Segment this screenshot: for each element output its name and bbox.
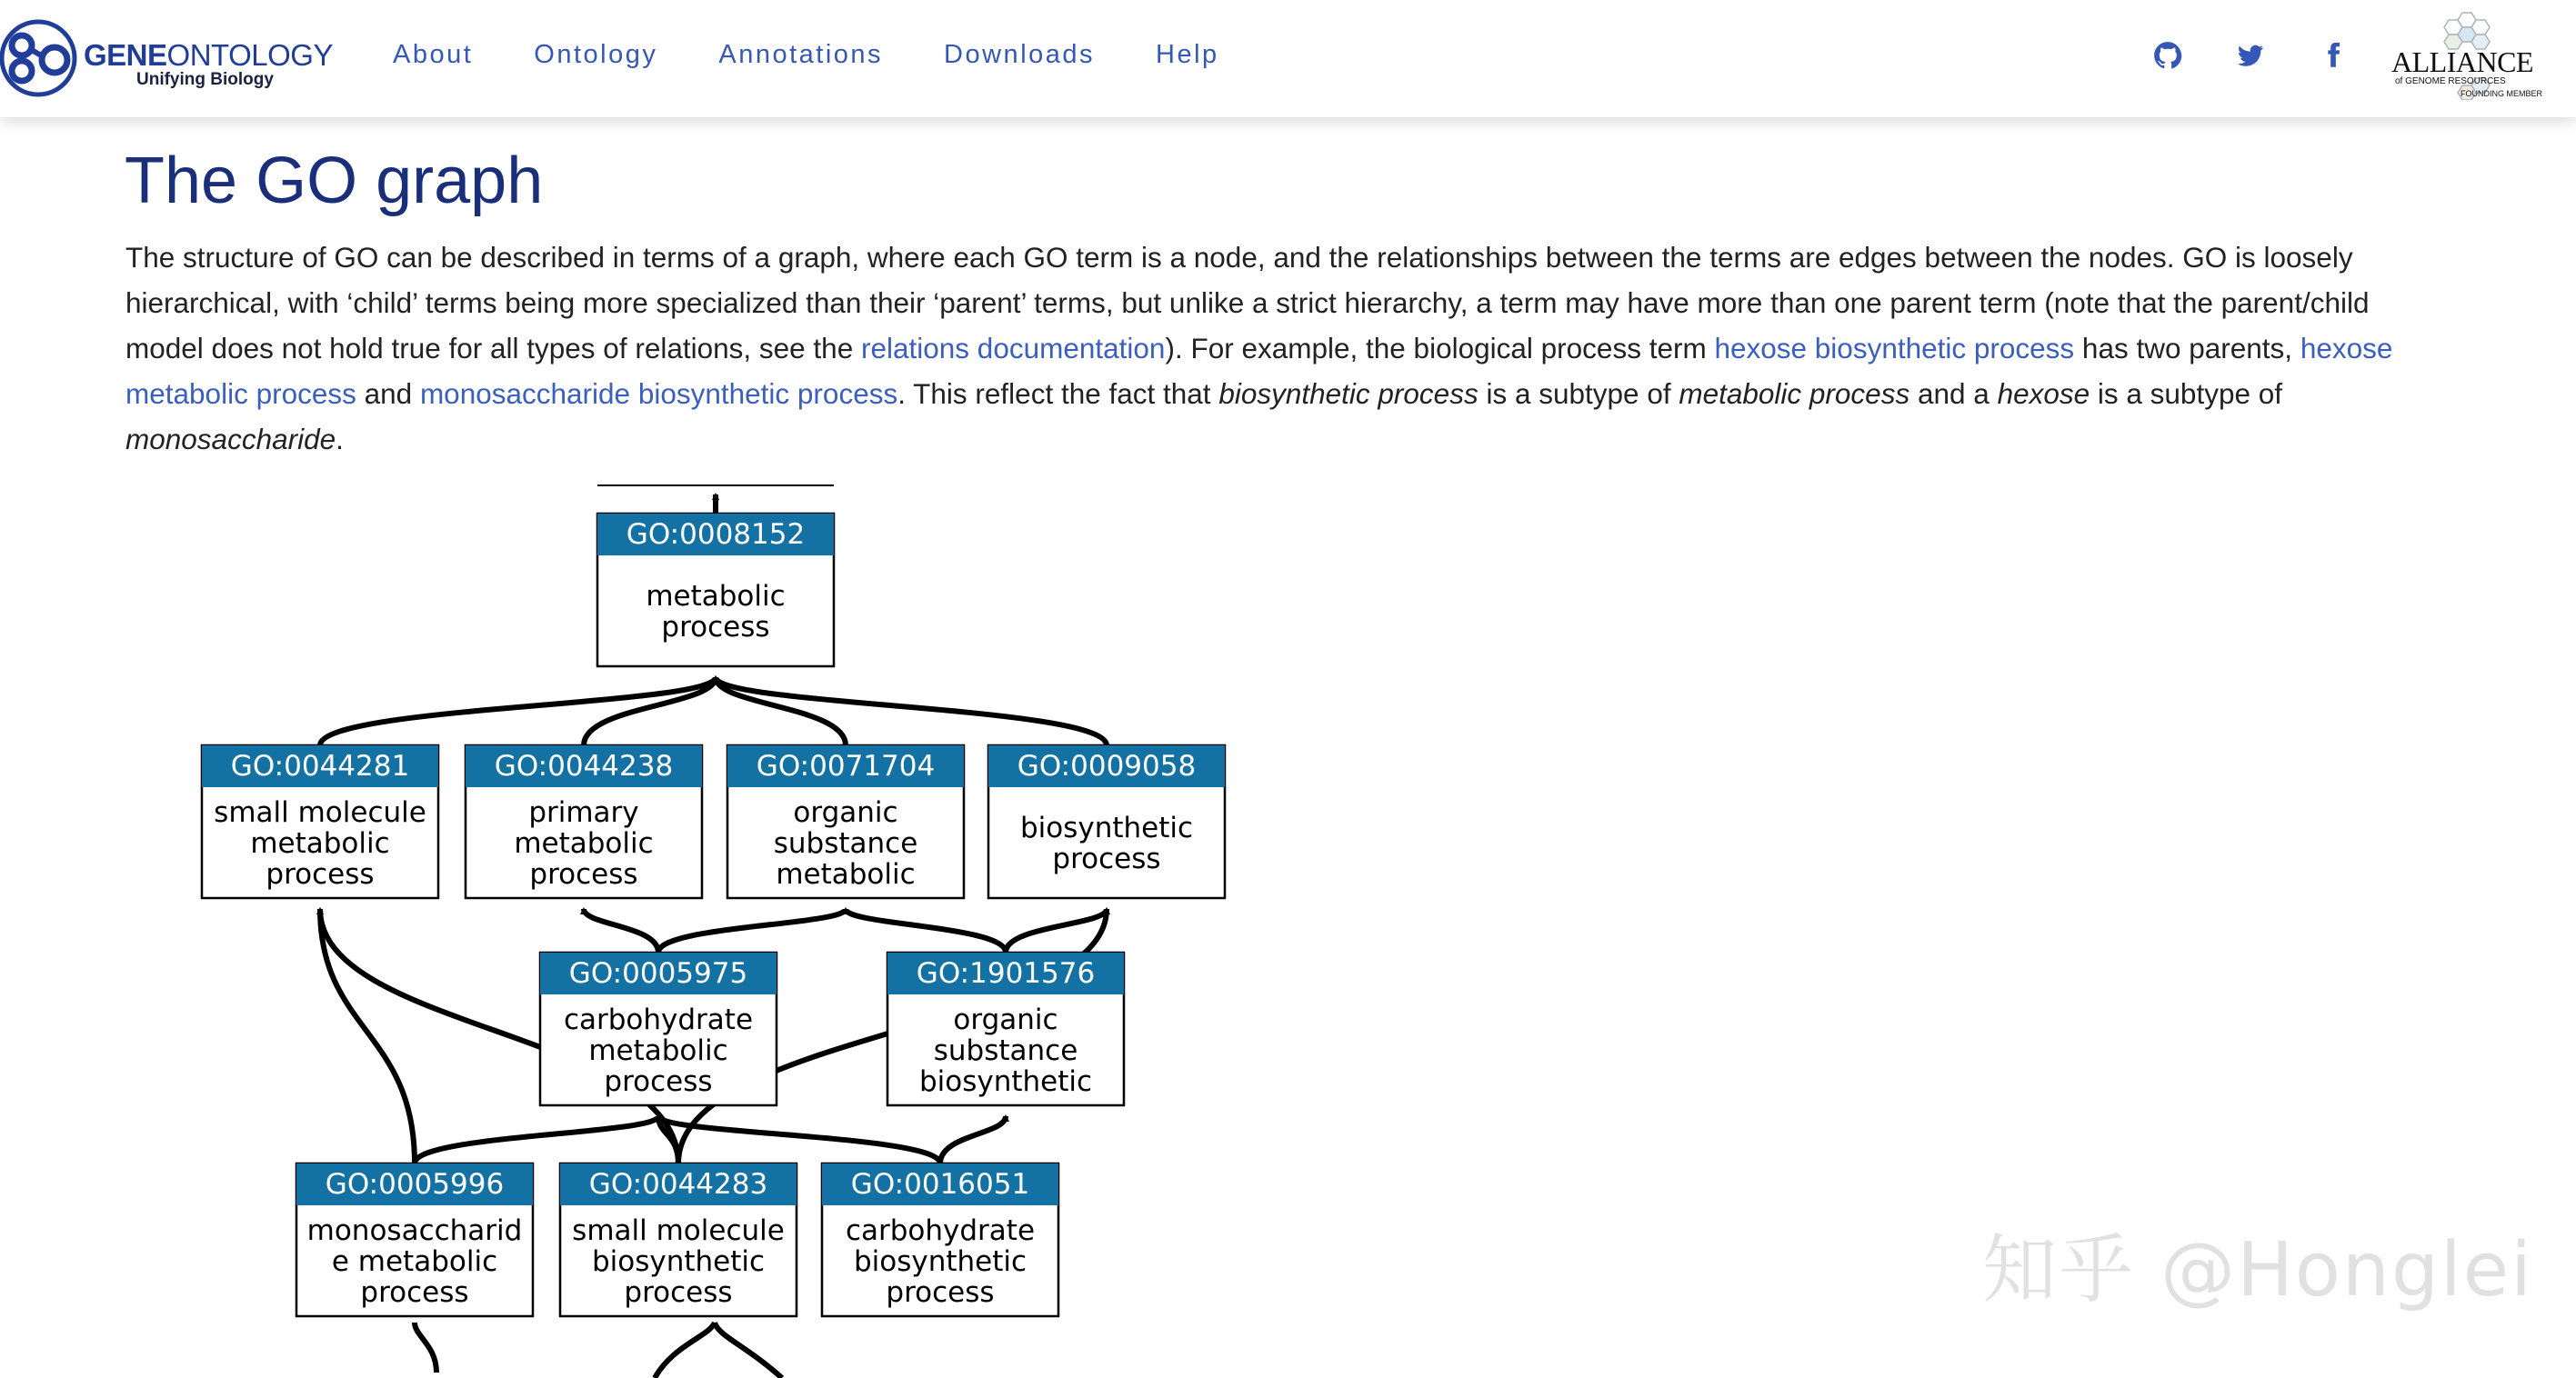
go-term-node[interactable] [727, 745, 964, 898]
zhihu-watermark: 知乎 @Honglei [1982, 1227, 2533, 1313]
node-label: monosaccharid [306, 1214, 523, 1247]
twitter-icon[interactable] [2235, 40, 2271, 76]
go-logo-icon [0, 13, 82, 104]
node-label: substance [773, 827, 918, 860]
node-label: process [886, 1276, 995, 1309]
go-term-node[interactable] [597, 514, 834, 666]
nav-downloads[interactable]: Downloads [944, 40, 1096, 69]
go-term-node[interactable] [822, 1163, 1058, 1316]
graph-edge [658, 909, 846, 953]
graph-edge [584, 909, 658, 953]
node-label: process [661, 611, 770, 644]
node-label: substance [933, 1034, 1078, 1067]
alliance-title: ALLIANCE [2391, 45, 2533, 78]
node-label: process [624, 1276, 733, 1309]
site-header [0, 0, 2576, 117]
paragraph-text: ). For example, the biological process term [1165, 332, 1715, 364]
paragraph-text: and [356, 377, 420, 410]
node-label: biosynthetic [918, 1065, 1093, 1098]
node-label: process [529, 858, 638, 891]
node-label: process [360, 1276, 469, 1309]
go-term-node[interactable] [540, 953, 777, 1105]
node-label: metabolic [776, 858, 916, 891]
monosaccharide-biosynthetic-process-link[interactable]: monosaccharide biosynthetic process [419, 377, 898, 410]
node-label: metabolic [514, 827, 654, 860]
logo-tagline: Unifying Biology [136, 70, 274, 89]
emphasis-text: metabolic process [1679, 377, 1910, 410]
graph-edge [320, 677, 716, 745]
graph-edge [658, 1116, 940, 1163]
main-nav [393, 40, 1280, 70]
paragraph-text: is a subtype of [2090, 377, 2283, 410]
node-label: organic [793, 796, 898, 829]
graph-edge [846, 909, 1006, 953]
node-label: metabolic [588, 1034, 728, 1067]
graph-edge [715, 1323, 782, 1378]
node-label: small molecule [572, 1214, 785, 1247]
node-label: process [1052, 843, 1161, 875]
node-id: GO:0044283 [588, 1168, 768, 1201]
node-label: biosynthetic [853, 1245, 1027, 1278]
node-label: biosynthetic [591, 1245, 766, 1278]
node-label: primary [528, 796, 639, 829]
go-graph-diagram [0, 473, 1273, 1378]
paragraph-text: . This reflect the fact that [897, 377, 1219, 410]
node-label: organic [953, 1004, 1058, 1036]
facebook-icon[interactable] [2318, 40, 2354, 76]
go-term-node[interactable] [202, 745, 438, 898]
relations-documentation-link[interactable]: relations documentation [860, 332, 1166, 364]
node-label: carbohydrate [563, 1004, 754, 1036]
intro-paragraph [125, 235, 2453, 462]
graph-edge [415, 1116, 658, 1163]
nav-ontology[interactable]: Ontology [534, 40, 658, 69]
hexose-metabolic-process-link[interactable]: hexose metabolic process [125, 332, 2393, 410]
emphasis-text: monosaccharide [125, 423, 336, 455]
graph-edge [415, 1323, 436, 1373]
paragraph-text: . [336, 423, 344, 455]
node-id: GO:0009058 [1017, 750, 1197, 783]
node-id: GO:0071704 [756, 750, 936, 783]
node-id: GO:0044281 [230, 750, 410, 783]
go-term-node[interactable] [988, 745, 1225, 898]
go-term-node[interactable] [887, 953, 1124, 1105]
node-label: small molecule [214, 796, 426, 829]
paragraph-text: has two parents, [2074, 332, 2300, 364]
graph-edge [716, 677, 1107, 745]
emphasis-text: hexose [1997, 377, 2090, 410]
alliance-badge: FOUNDING MEMBER [2461, 89, 2542, 98]
node-label: e metabolic [331, 1245, 498, 1278]
node-id: GO:0044238 [494, 750, 674, 783]
github-icon[interactable] [2152, 40, 2189, 76]
node-label: metabolic [250, 827, 390, 860]
go-term-node[interactable] [560, 1163, 797, 1316]
node-id: GO:0005996 [325, 1168, 505, 1201]
go-term-node[interactable] [296, 1163, 533, 1316]
nav-help[interactable]: Help [1156, 40, 1219, 69]
node-label: carbohydrate [845, 1214, 1036, 1247]
hexose-biosynthetic-process-link[interactable]: hexose biosynthetic process [1714, 332, 2075, 364]
nav-annotations[interactable]: Annotations [718, 40, 884, 69]
node-label: process [604, 1065, 713, 1098]
paragraph-text: The structure of GO can be described in terms of a graph, where each GO term is a node, and the relationships between the terms are edges between the nodes. GO is loosely hierarchical, with ‘child’ terms being more specialized than their ‘parent’ terms, but unlike a strict hierarchy, a term may have more than one parent term (note that the parent/child model does not hold true for all types of relations, see the [125, 241, 2370, 364]
paragraph-text: is a subtype of [1478, 377, 1679, 410]
go-logo[interactable] [0, 13, 333, 104]
alliance-logo[interactable] [2390, 9, 2553, 107]
logo-wordmark: GENEONTOLOGY [84, 38, 333, 72]
node-id: GO:1901576 [916, 957, 1096, 990]
nav-about[interactable]: About [393, 40, 474, 69]
graph-edge [655, 1323, 715, 1378]
node-id: GO:0005975 [568, 957, 748, 990]
node-label: metabolic [646, 580, 786, 613]
page-title: The GO graph [125, 145, 544, 217]
node-label: biosynthetic [1019, 812, 1194, 844]
node-id: GO:0016051 [850, 1168, 1030, 1201]
paragraph-text: and a [1909, 377, 1998, 410]
emphasis-text: biosynthetic process [1218, 377, 1478, 410]
node-label: process [266, 858, 375, 891]
go-term-node[interactable] [466, 745, 702, 898]
alliance-subtitle: of GENOME RESOURCES [2395, 76, 2506, 86]
graph-edge [940, 1116, 1006, 1163]
node-id: GO:0008152 [626, 518, 806, 551]
